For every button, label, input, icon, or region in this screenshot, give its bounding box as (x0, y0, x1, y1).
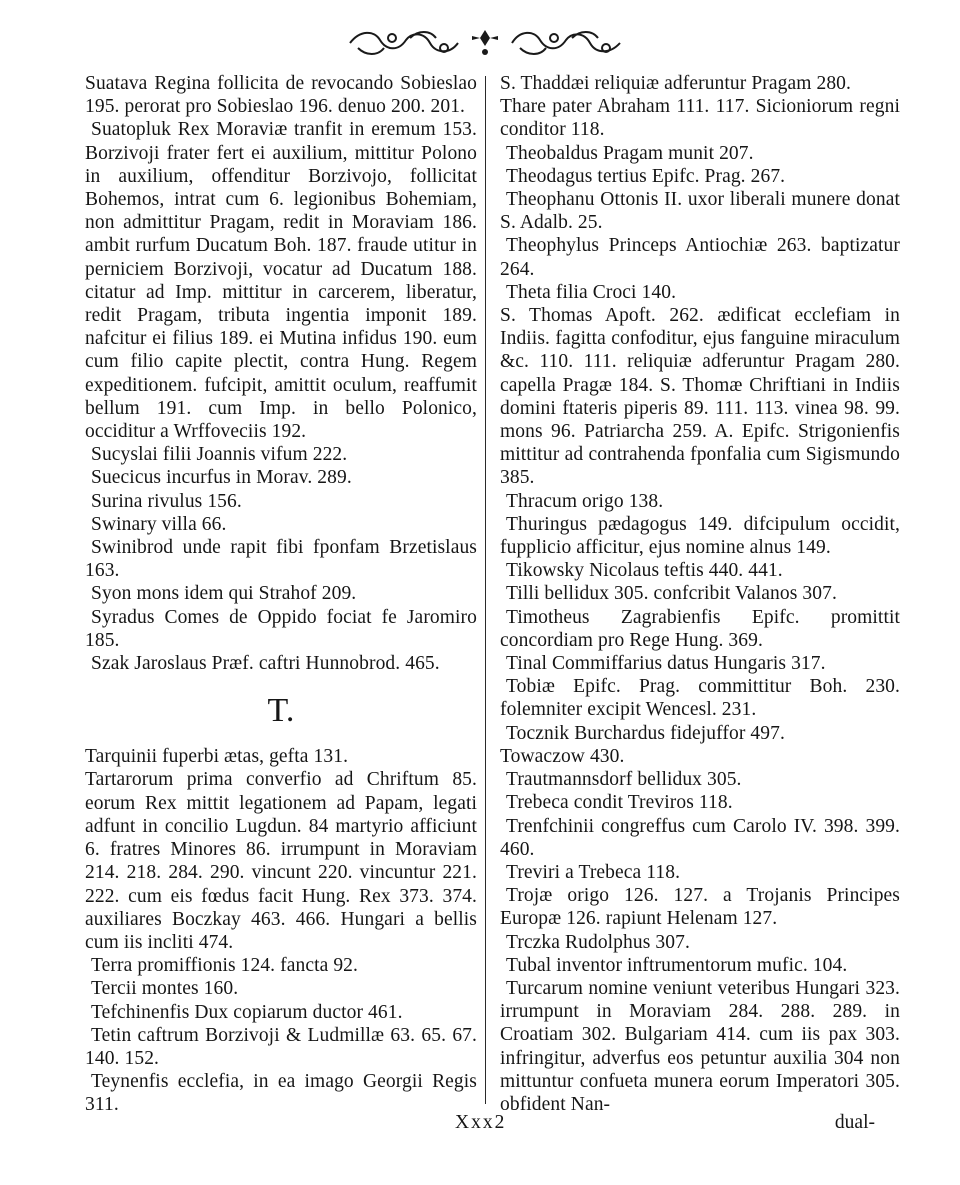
index-page-body (85, 72, 905, 1142)
index-entry: Thare pater Abraham 111. 117. Sicioniorum regni conditor 118. (500, 96, 900, 141)
right-column (500, 72, 900, 1116)
index-entry: Terra promiffionis 124. fancta 92. (91, 955, 359, 977)
index-entry: Sucyslai filii Joannis vifum 222. (91, 444, 348, 466)
section-letter-heading: T. (267, 692, 295, 730)
index-entry: Tercii montes 160. (91, 978, 239, 1000)
index-entry: S. Thaddæi reliquiæ adferuntur Pragam 280. (500, 73, 851, 94)
index-entry: Swinary villa 66. (91, 513, 227, 535)
index-entry: Tefchinenfis Dux copiarum ductor 461. (91, 1001, 403, 1023)
index-entry: Trenfchinii congreffus cum Carolo IV. 398. 399. 460. (500, 815, 900, 860)
index-entry: Swinibrod unde rapit fibi fponfam Brzetislaus 163. (85, 537, 477, 582)
index-entry: Tocznik Burchardus fidejuffor 497. (506, 722, 785, 744)
index-entry: Tinal Commiffarius datus Hungaris 317. (506, 653, 826, 675)
index-entry: Tobiæ Epifc. Prag. committitur Boh. 230. folemniter excipit Wencesl. 231. (500, 676, 900, 721)
index-entry: Thuringus pædagogus 149. difcipulum occidit, fupplicio afficitur, ejus nomine alnus 149. (500, 513, 900, 559)
index-entry: Szak Jaroslaus Præf. caftri Hunnobrod. 465. (91, 653, 440, 675)
index-entry: Surina rivulus 156. (91, 490, 242, 512)
index-entry: Suatava Regina follicita de revocando Sobieslao 195. perorat pro Sobieslao 196. denuo 200. 201. (85, 73, 477, 118)
index-entry: Trczka Rudolphus 307. (506, 931, 690, 953)
index-entry: Towaczow 430. (500, 745, 625, 767)
left-column (85, 72, 477, 1117)
index-entry: Timotheus Zagrabienfis Epifc. promittit concordiam pro Rege Hung. 369. (500, 606, 900, 651)
index-entry: Trautmannsdorf bellidux 305. (506, 769, 742, 791)
index-entry: Tikowsky Nicolaus teftis 440. 441. (506, 560, 783, 582)
index-entry: Tetin caftrum Borzivoji & Ludmillæ 63. 65. 67. 140. 152. (85, 1024, 477, 1069)
index-entry: Theobaldus Pragam munit 207. (506, 142, 754, 164)
index-entry: Theophanu Ottonis II. uxor liberali munere donat S. Adalb. 25. (500, 189, 900, 234)
index-entry: Theophylus Princeps Antiochiæ 263. baptizatur 264. (500, 235, 900, 280)
index-entry: Suatopluk Rex Moraviæ tranfit in eremum 153. Borzivoji frater fert ei auxilium, mittitur Polono in auxilium, offenditur Borzivojo, follicitat Bohemos, intrat cum 6. legionibus Bohemiam, non admittitur Pragam, redit in Moraviam 186. ambit rurfum Ducatum Boh. 187. fraude utitur in perniciem Borzivoji, vocatur ad Ducatum 188. citatur ad Imp. mittitur in carcerem, liberatur, redit Pragam, tributa ingentia imponit 189. nafcitur ei filius 189. ei Mutina infidus 190. eum cum filio capite plectit, contra Hung. Regem expeditionem. fufcipit, amittit oculum, reaffumit bellum 191. cum Imp. in bello Polonico, occiditur a Wrffoveciis 192. (85, 119, 477, 443)
index-entry: Syradus Comes de Oppido fociat fe Jaromiro 185. (85, 606, 477, 651)
index-entry: Tubal inventor inftrumentorum mufic. 104. (506, 954, 848, 976)
column-divider (485, 76, 486, 1104)
signature-mark: Xxx2 (455, 1112, 507, 1133)
index-entry: Turcarum nomine veniunt veteribus Hungari 323. irrumpunt in Moraviam 284. 288. 289. in Croatiam 302. Bulgariam 414. cum iis pax 303. infringitur, adverfus eos petuntur auxilia 304 non mittuntur confueta munera eorum Imperatori 305. obfident Nan- (500, 977, 900, 1115)
index-entry: Tarquinii fuperbi ætas, gefta 131. (85, 746, 349, 768)
page-footer (455, 1112, 875, 1138)
index-entry: Teynenfis ecclefia, in ea imago Georgii Regis 311. (85, 1071, 477, 1116)
index-entry: Suecicus incurfus in Morav. 289. (91, 467, 352, 489)
index-entry: Trebeca condit Treviros 118. (506, 792, 733, 814)
index-entry: Theta filia Croci 140. (506, 281, 677, 303)
catchword: dual- (834, 1112, 875, 1133)
index-entry: Tartarorum prima converfio ad Chriftum 85. eorum Rex mittit legationem ad Papam, legati adfunt in concilio Lugdun. 84 martyrio afficiunt 6. fratres Minores 86. irrumpunt in Moraviam 214. 218. 284. 290. vincunt 220. vincuntur 221. 222. cum eis fœdus facit Hung. Rex 373. 374. auxiliares Boczkay 463. 466. Hungari a bellis cum iis incliti 474. (85, 769, 477, 953)
printer-ornament-icon (340, 26, 630, 60)
index-entry: Thracum origo 138. (506, 490, 664, 512)
index-entry: Treviri a Trebeca 118. (506, 861, 681, 883)
index-entry: Theodagus tertius Epifc. Prag. 267. (506, 165, 786, 187)
index-entry: Syon mons idem qui Strahof 209. (91, 583, 357, 605)
index-entry: Trojæ origo 126. 127. a Trojanis Principes Europæ 126. rapiunt Helenam 127. (500, 885, 900, 930)
index-entry: S. Thomas Apoft. 262. ædificat ecclefiam in Indiis. fagitta confoditur, ejus fanguine miraculum &c. 110. 111. reliquiæ adferuntur Pragam 280. capella Pragæ 184. S. Thomæ Chriftiani in Indiis domini ftateris piperis 89. 111. 113. vinea 98. 99. mons 96. Patriarcha 259. A. Epifc. Strigonienfis mittitur ad contrahenda fponfalia cum Sigismundo 385. (500, 305, 900, 489)
index-entry: Tilli bellidux 305. confcribit Valanos 307. (506, 583, 837, 605)
